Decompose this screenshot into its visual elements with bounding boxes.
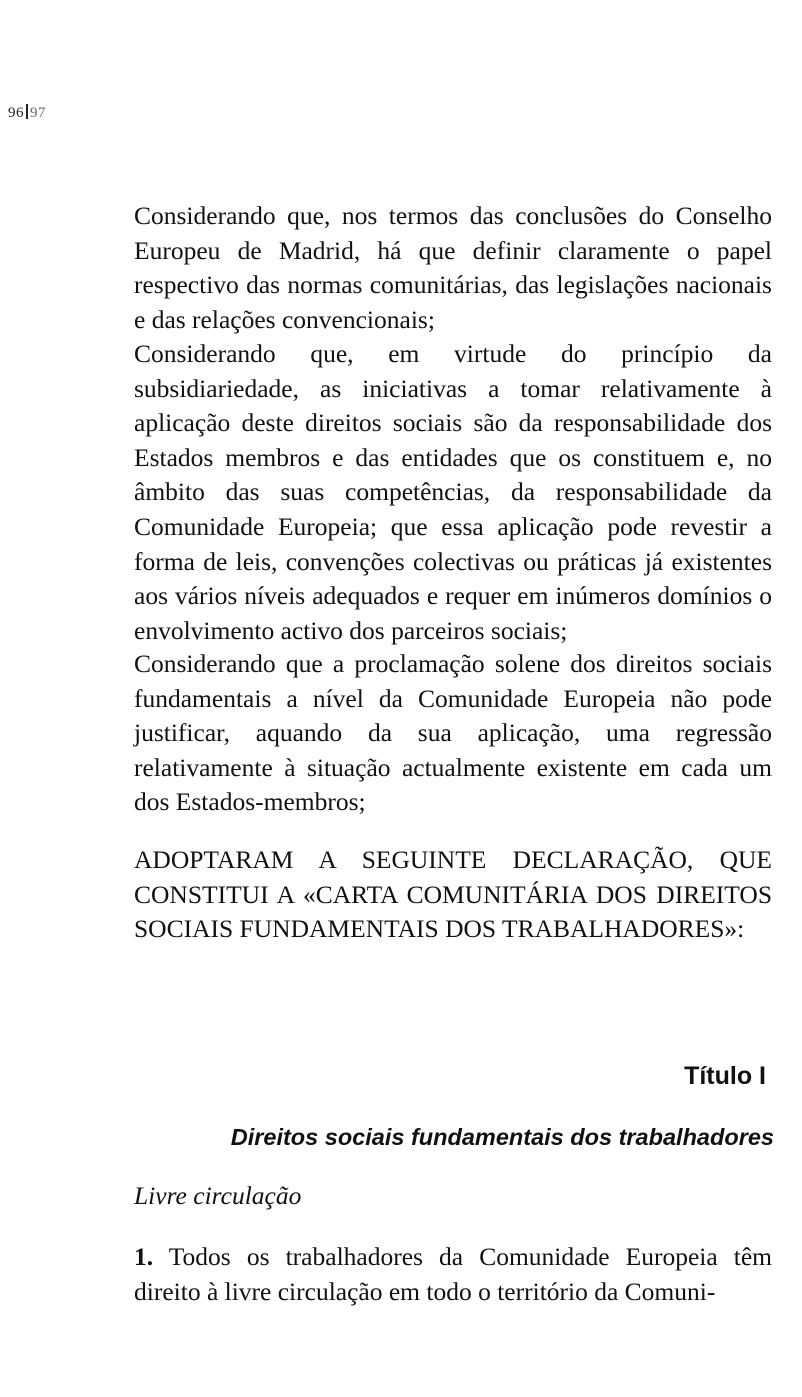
article-number: 1.	[134, 1242, 154, 1271]
paragraph-considerando-2: Considerando que, em virtude do princípio da subsidiariedade, as iniciativas a tomar relativamente à aplicação deste direitos sociais são da responsabilidade dos Estados membros e das entidades que os constituem e, no âmbito das suas competências, da responsabilidade da Comunidade Europeia; que essa aplicação pode revestir a forma de leis, convenções colectivas ou práticas já existentes aos vários níveis adequados e requer em inúmeros domínios o envolvimento activo dos parceiros sociais;	[134, 339, 772, 645]
page-number-right: 97	[30, 105, 46, 121]
page-number	[8, 104, 46, 122]
paragraph-considerando-1: Considerando que, nos termos das conclusões do Conselho Europeu de Madrid, há que definir claramente o papel respectivo das normas comunitárias, das legislações nacionais e das relações convencionais;	[134, 201, 772, 334]
page-number-left: 96	[8, 105, 24, 121]
page-number-separator	[26, 104, 28, 119]
section-heading: Livre circulação	[134, 1181, 302, 1210]
paragraph-considerando-3: Considerando que a proclamação solene dos direitos sociais fundamentais a nível da Comunidade Europeia não pode justificar, aquando da sua aplicação, uma regressão relativamente à situação actualmente existente em cada um dos Estados-membros;	[134, 649, 772, 817]
article-1	[134, 1240, 772, 1309]
article-text: Todos os trabalhadores da Comunidade Europeia têm direito à livre circulação em todo o território da Comuni-	[134, 1242, 772, 1306]
title-label: Título I	[684, 1062, 766, 1090]
title-heading: Direitos sociais fundamentais dos trabalhadores	[230, 1124, 774, 1150]
declaration-text: ADOPTARAM A SEGUINTE DECLARAÇÃO, QUE CONSTITUI A «CARTA COMUNITÁRIA DOS DIREITOS SOCIAIS FUNDAMENTAIS DOS TRABALHADORES»:	[134, 845, 772, 944]
